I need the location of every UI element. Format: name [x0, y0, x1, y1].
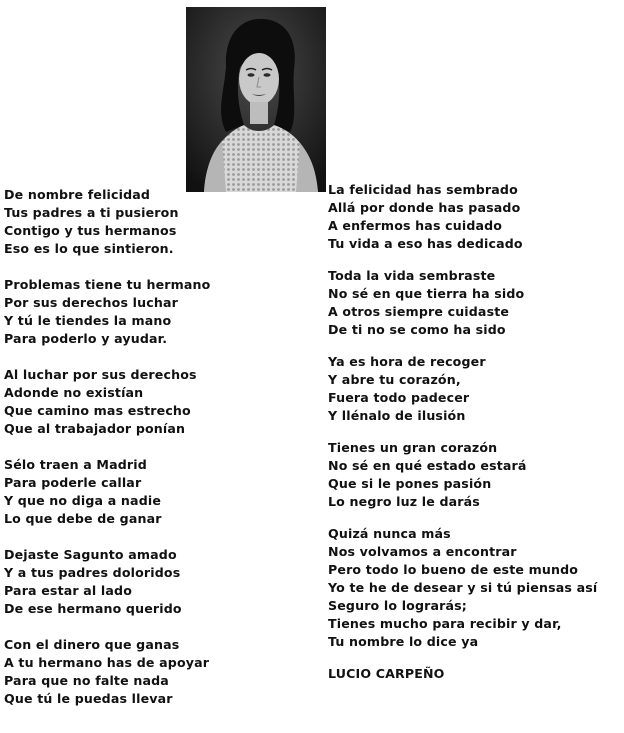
poem-line: Y a tus padres doloridos — [4, 565, 181, 580]
poem-line: Para poderle callar — [4, 475, 142, 490]
author-signature: LUCIO CARPEÑO — [328, 666, 445, 681]
poem-line: Para que no falte nada — [4, 673, 169, 688]
poem-line: Eso es lo que sintieron. — [4, 241, 174, 256]
stanza — [4, 366, 210, 438]
portrait-image — [186, 7, 326, 192]
poem-line: Que tú le puedas llevar — [4, 691, 173, 706]
poem-line: Que camino mas estrecho — [4, 403, 191, 418]
poem-line: Que si le pones pasión — [328, 476, 492, 491]
poem-left-column — [4, 186, 210, 708]
poem-line: De nombre felicidad — [4, 187, 151, 202]
poem-line: Yo te he de desear y si tú piensas así — [328, 580, 598, 595]
poem-line: De ti no se como ha sido — [328, 322, 506, 337]
poem-line: Al luchar por sus derechos — [4, 367, 197, 382]
poem-line: Pero todo lo bueno de este mundo — [328, 562, 579, 577]
poem-line: De ese hermano querido — [4, 601, 182, 616]
poem-line: La felicidad has sembrado — [328, 182, 518, 197]
poem-line: Contigo y tus hermanos — [4, 223, 177, 238]
poem-line: A otros siempre cuidaste — [328, 304, 510, 319]
stanza — [4, 456, 210, 528]
poem-line: Seguro lo lograrás; — [328, 598, 467, 613]
poem-line: Allá por donde has pasado — [328, 200, 521, 215]
poem-line: Adonde no existían — [4, 385, 144, 400]
poem-line: Sélo traen a Madrid — [4, 457, 147, 472]
poem-line: Y llénalo de ilusión — [328, 408, 466, 423]
poem-line: Tienes un gran corazón — [328, 440, 498, 455]
poem-line: Nos volvamos a encontrar — [328, 544, 517, 559]
poem-line: Tu nombre lo dice ya — [328, 634, 479, 649]
stanza — [328, 267, 597, 339]
poem-line: Quizá nunca más — [328, 526, 451, 541]
poem-right-column — [328, 181, 597, 683]
poem-line: Por sus derechos luchar — [4, 295, 178, 310]
poem-line: Y abre tu corazón, — [328, 372, 461, 387]
poem-line: Lo que debe de ganar — [4, 511, 162, 526]
poem-line: Problemas tiene tu hermano — [4, 277, 211, 292]
poem-line: Toda la vida sembraste — [328, 268, 496, 283]
poem-line: Con el dinero que ganas — [4, 637, 180, 652]
poem-line: Y que no diga a nadie — [4, 493, 162, 508]
poem-line: A tu hermano has de apoyar — [4, 655, 210, 670]
stanza — [328, 525, 597, 651]
poem-line: Tu vida a eso has dedicado — [328, 236, 523, 251]
poem-line: Tienes mucho para recibir y dar, — [328, 616, 562, 631]
stanza — [328, 353, 597, 425]
stanza — [328, 181, 597, 253]
stanza — [4, 636, 210, 708]
stanza — [328, 439, 597, 511]
poem-line: No sé en que tierra ha sido — [328, 286, 525, 301]
poem-line: No sé en qué estado estará — [328, 458, 527, 473]
stanza — [4, 276, 210, 348]
poem-line: Ya es hora de recoger — [328, 354, 486, 369]
portrait-photo — [186, 7, 326, 192]
poem-line: Dejaste Sagunto amado — [4, 547, 177, 562]
poem-line: A enfermos has cuidado — [328, 218, 503, 233]
stanza — [4, 546, 210, 618]
poem-line: Lo negro luz le darás — [328, 494, 480, 509]
poem-line: Y tú le tiendes la mano — [4, 313, 172, 328]
poem-line: Que al trabajador ponían — [4, 421, 186, 436]
poem-line: Para poderlo y ayudar. — [4, 331, 168, 346]
poem-line: Fuera todo padecer — [328, 390, 470, 405]
poem-line: Tus padres a ti pusieron — [4, 205, 179, 220]
stanza — [4, 186, 210, 258]
poem-line: Para estar al lado — [4, 583, 133, 598]
